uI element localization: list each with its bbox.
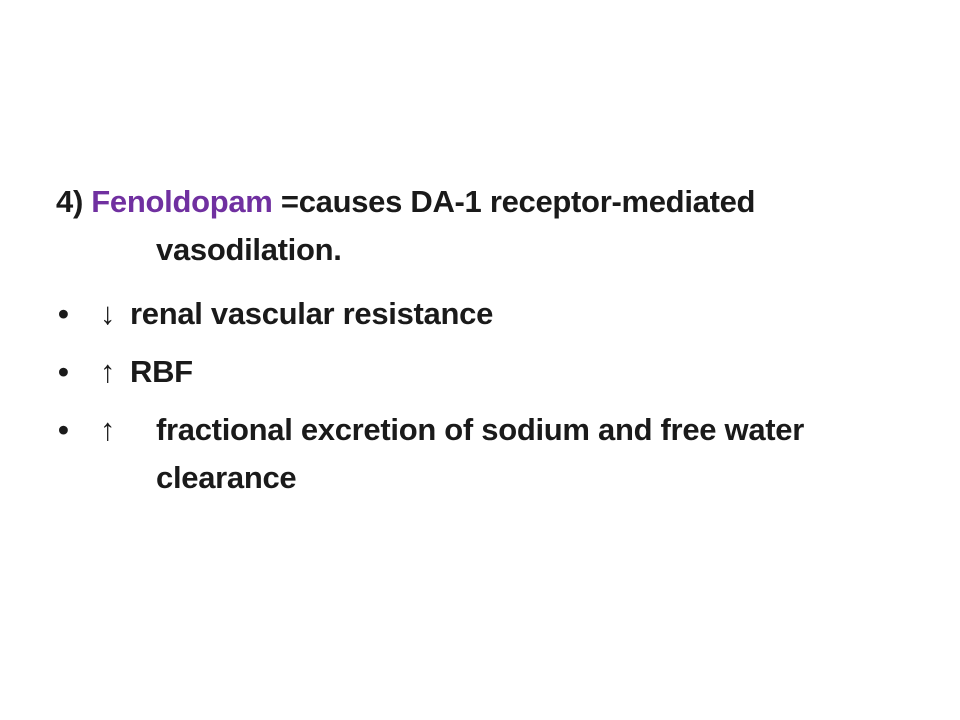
down-arrow-icon: ↓ [100, 296, 116, 331]
bullet-item-fractional-excretion [56, 406, 916, 502]
slide-content [56, 178, 916, 512]
drug-name: Fenoldopam [91, 184, 273, 219]
bullet-text: fractional excretion of sodium and free water clearance [156, 412, 804, 495]
heading-line [56, 178, 916, 274]
heading-description: =causes DA-1 receptor-mediated vasodilation. [156, 184, 756, 267]
bullet-item-rbf [56, 348, 916, 396]
bullet-dot-icon: • [58, 412, 69, 447]
bullet-text: renal vascular resistance [130, 296, 494, 331]
bullet-dot-icon: • [58, 296, 69, 331]
bullet-text: RBF [130, 354, 193, 389]
bullet-dot-icon: • [58, 354, 69, 389]
bullet-item-renal-resistance [56, 290, 916, 338]
up-arrow-icon: ↑ [100, 354, 116, 389]
up-arrow-icon: ↑ [100, 412, 116, 447]
heading-number: 4) [56, 184, 83, 219]
